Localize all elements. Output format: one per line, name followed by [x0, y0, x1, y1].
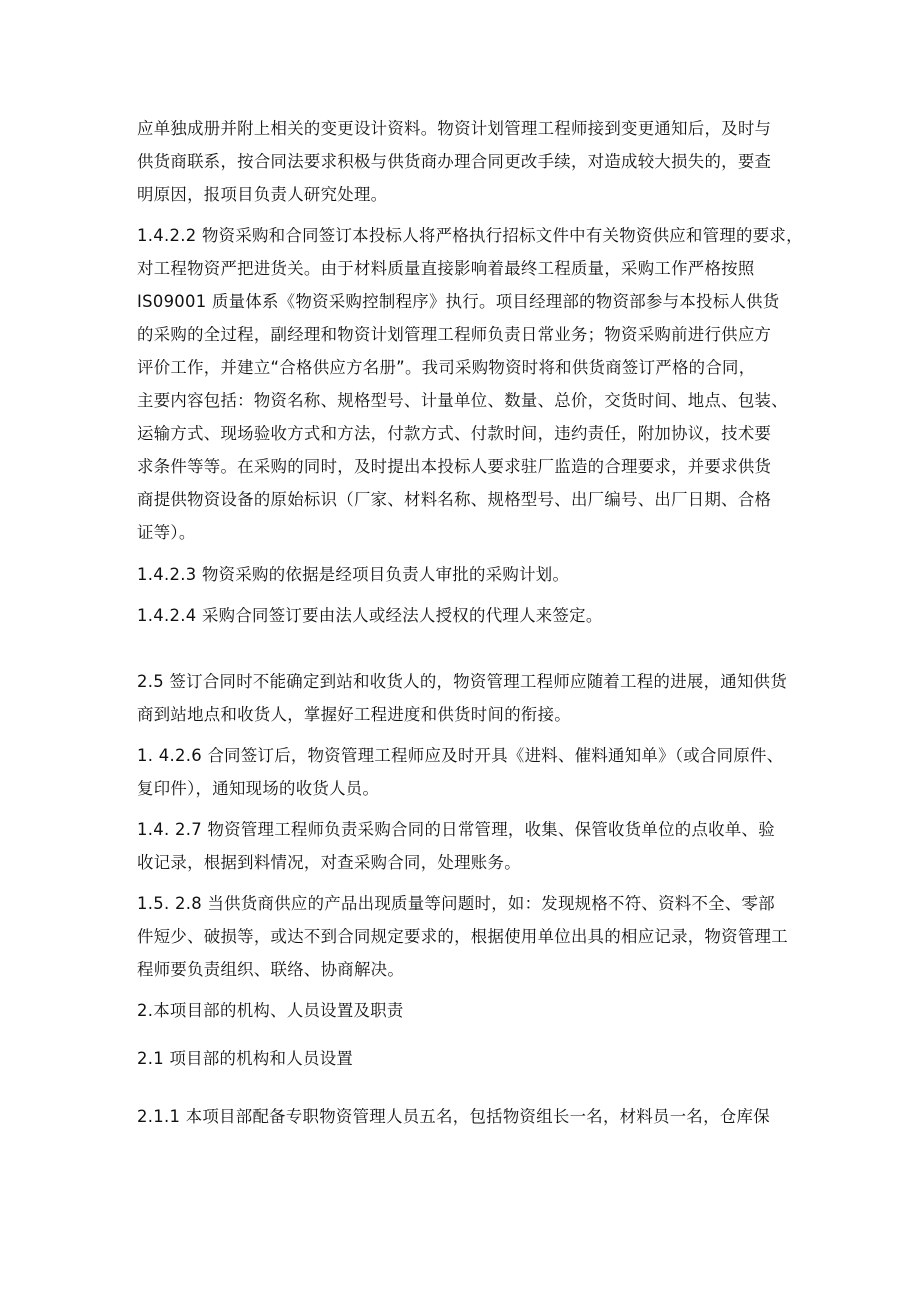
text-line: 对工程物资严把进货关。由于材料质量直接影响着最终工程质量，采购工作严格按照 [137, 259, 755, 278]
text-line: 求条件等等。在采购的同时，及时提出本投标人要求驻厂监造的合理要求，并要求供货 [137, 457, 772, 476]
text-line: 1. 4.2.6 合同签订后，物资管理工程师应及时开具《进料、催料通知单》（或合同原件、 [137, 746, 784, 765]
text-line: 1.4.2.3 物资采购的依据是经项目负责人审批的采购计划。 [137, 565, 570, 584]
text-line: 复印件），通知现场的收货人员。 [137, 779, 380, 798]
text-line: 2.5 签订合同时不能确定到站和收货人的，物资管理工程师应随着工程的进展，通知供货 [137, 672, 788, 691]
text-line: 1.5. 2.8 当供货商供应的产品出现质量等问题时，如：发现规格不符、资料不全、零部 [137, 894, 775, 913]
text-line: IS09001 质量体系《物资采购控制程序》执行。项目经理部的物资部参与本投标人供货 [137, 292, 780, 311]
text-line: 证等）。 [137, 523, 196, 542]
text-line: 件短少、破损等，或达不到合同规定要求的，根据使用单位出具的相应记录，物资管理工 [137, 927, 788, 946]
text-line: 收记录，根据到料情况，对查采购合同，处理账务。 [137, 853, 521, 872]
text-line: 供货商联系，按合同法要求积极与供货商办理合同更改手续，对造成较大损失的，要查 [137, 152, 772, 171]
text-line: 明原因，报项目负责人研究处理。 [137, 185, 388, 204]
text-line: 的采购的全过程，副经理和物资计划管理工程师负责日常业务；物资采购前进行供应方 [137, 325, 772, 344]
text-line: 应单独成册并附上相关的变更设计资料。物资计划管理工程师接到变更通知后，及时与 [137, 119, 772, 138]
text-line: 2.1.1 本项目部配备专职物资管理人员五名，包括物资组长一名，材料员一名，仓库保 [137, 1107, 770, 1126]
subsection-heading: 2.1 项目部的机构和人员设置 [137, 1049, 354, 1068]
text-line: 主要内容包括：物资名称、规格型号、计量单位、数量、总价，交货时间、地点、包装、 [137, 391, 788, 410]
text-line: 商到站地点和收货人，掌握好工程进度和供货时间的衔接。 [137, 705, 571, 724]
text-line: 运输方式、现场验收方式和方法，付款方式、付款时间，违约责任，附加协议，技术要 [137, 424, 772, 443]
text-line: 1.4. 2.7 物资管理工程师负责采购合同的日常管理，收集、保管收货单位的点收单、验 [137, 820, 775, 839]
text-line: 商提供物资设备的原始标识（厂家、材料名称、规格型号、出厂编号、出厂日期、合格 [137, 490, 772, 509]
text-line: 1.4.2.2 物资采购和合同签订本投标人将严格执行招标文件中有关物资供应和管理的要求， [137, 226, 803, 245]
text-line: 1.4.2.4 采购合同签订要由法人或经法人授权的代理人来签定。 [137, 606, 603, 625]
text-line: 程师要负责组织、联络、协商解决。 [137, 960, 405, 979]
section-heading: 2.本项目部的机构、人员设置及职责 [137, 1001, 404, 1020]
text-line: 评价工作，并建立“合格供应方名册”。我司采购物资时将和供货商签订严格的合同， [137, 358, 756, 377]
